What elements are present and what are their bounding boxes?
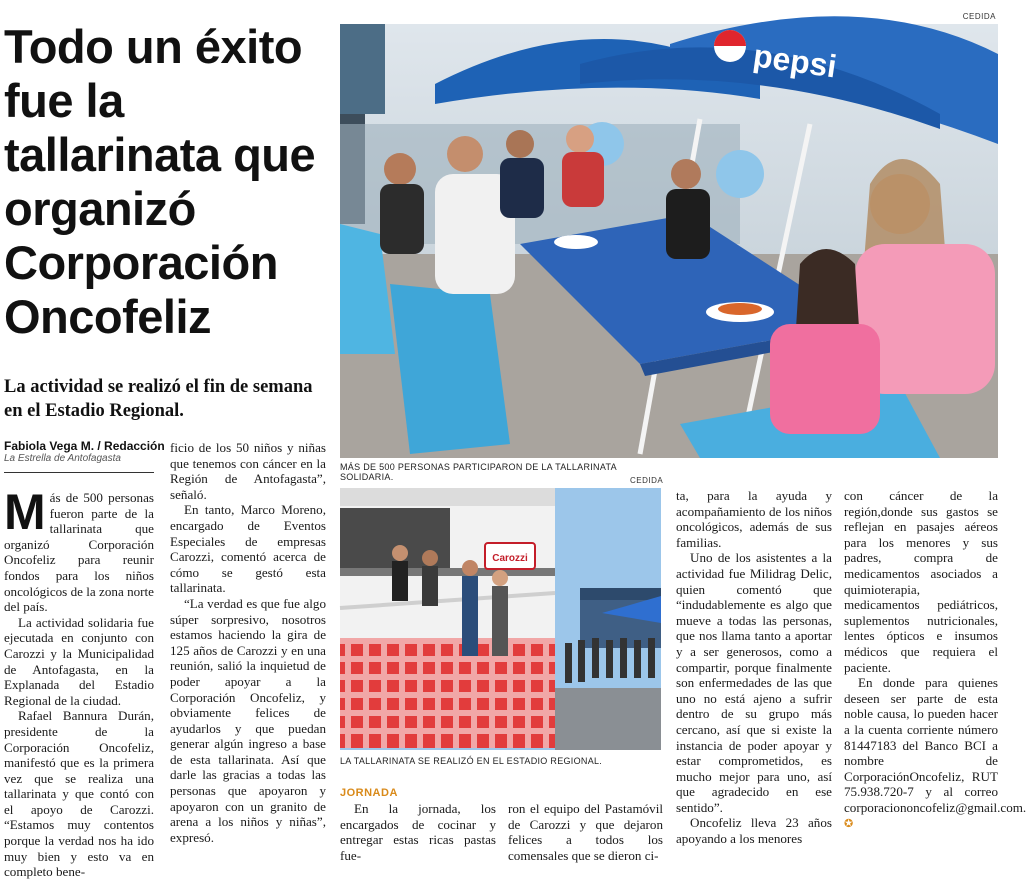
paragraph: ta, para la ayuda y acompañamiento de los niños oncológicos, además de sus familias. <box>676 488 832 550</box>
headline: Todo un éxito fue la tallarinata que organizó Corporación Oncofeliz <box>4 20 316 343</box>
paragraph: En tanto, Marco Moreno, encargado de Eventos Especiales de empresas Carozzi, comentó acerca de cómo se gestó esta tallarinata. <box>170 502 326 596</box>
paragraph: Uno de los asistentes a la actividad fue Milidrag Delic, quien comentó que “indudablemente es algo que mueve a todas las personas, que nos llama tanto a aportar y a ser generosos, como a compartir, porque finalmente son enfermedades de las que uno no está ajeno a sufrir dentro de su grupo más cercano, así que si existe la instancia de poder apoyar y estar comprometidos, es mucho mejor para uno, así que agradecido en ese sentido”. <box>676 550 832 815</box>
subheadline: La actividad se realizó el fin de semana en el Estadio Regional. <box>4 377 313 421</box>
article-column-2 <box>170 440 326 845</box>
article-column-3 <box>340 801 496 863</box>
secondary-photo-illustration <box>340 488 661 750</box>
paragraph: ron el equipo del Pastamóvil de Carozzi y que dejaron felices a todos los comensales que se dieron ci- <box>508 801 663 863</box>
byline-divider <box>4 472 154 473</box>
paragraph: En la jornada, los encargados de cocinar y entregar estas ricas pastas fue- <box>340 801 496 863</box>
main-photo-illustration <box>340 24 998 458</box>
article-column-4 <box>508 801 663 863</box>
secondary-photo-caption: LA TALLARINATA SE REALIZÓ EN EL ESTADIO REGIONAL. <box>340 756 603 766</box>
paragraph: La actividad solidaria fue ejecutada en conjunto con Carozzi y la Municipalidad de Antofagasta, en la Explanada del Estadio Regional de la ciudad. <box>4 614 154 708</box>
paragraph: Oncofeliz lleva 23 años apoyando a los menores <box>676 815 832 847</box>
paragraph: con cáncer de la región,donde sus gastos se reflejan en pasajes aéreos para los menores y sus padres, compra de medicamentos asociados a quimioterapia, medicamentos pediátricos, suplementos nutricionales, lentes ópticos e insumos médicos que requiera el paciente. <box>844 488 998 675</box>
secondary-photo <box>340 488 661 750</box>
main-photo <box>340 24 998 458</box>
paragraph: Más de 500 personas fueron parte de la tallarinata que organizó Corporación Oncofeliz para reunir fondos para los niños oncológicos de la zona norte del país. <box>4 484 154 615</box>
photo-credit: CEDIDA <box>962 12 996 21</box>
author-organization: La Estrella de Antofagasta <box>4 453 121 464</box>
paragraph: En donde para quienes deseen ser parte de esta noble causa, lo pueden hacer a la cuenta corriente número 81447183 del Banco BCI a nombre de CorporaciónOncofeliz, RUT 75.938.720-7 y al correo corporaciononcofeliz@gmail.com. ✪ <box>844 675 1026 831</box>
article-column-5 <box>676 488 832 847</box>
article-column-6 <box>844 488 1026 832</box>
section-label: JORNADA <box>340 787 398 799</box>
author-byline: Fabiola Vega M. / Redacción <box>4 439 165 453</box>
end-of-article-icon: ✪ <box>844 817 854 831</box>
pepsi-logo-text: pepsi <box>751 37 839 85</box>
carozzi-sign-text: Carozzi <box>492 553 528 564</box>
paragraph: ficio de los 50 niños y niñas que tenemos con cáncer en la Región de Antofagasta”, señaló. <box>170 440 326 502</box>
main-photo-caption: MÁS DE 500 PERSONAS PARTICIPARON DE LA TALLARINATA SOLIDARIA. <box>340 462 617 482</box>
paragraph: “La verdad es que fue algo súper sorpresivo, nosotros estamos haciendo la gira de 125 años de Carozzi y en una reunión, salió la inquietud de poder apoyar a la Corporación Oncofeliz, y obviamente felices de ayudarlos y que puedan generar algún ingreso a base de esta tallarinata. Así que darle las gracias a todas las personas que apoyaron y apoyaron con un granito de arena a los niños y niñas”, expresó. <box>170 595 326 845</box>
drop-cap: M <box>4 484 46 540</box>
photo-credit: CEDIDA <box>630 476 664 485</box>
paragraph: Rafael Bannura Durán, presidente de la Corporación Oncofeliz, manifestó que es la primera vez que se realiza una tallarinata y que contó con el apoyo de Carozzi. “Estamos muy contentos porque la verdad nos ha ido muy bien y esto va en completo bene- <box>4 708 154 880</box>
article-column-1 <box>4 484 154 880</box>
